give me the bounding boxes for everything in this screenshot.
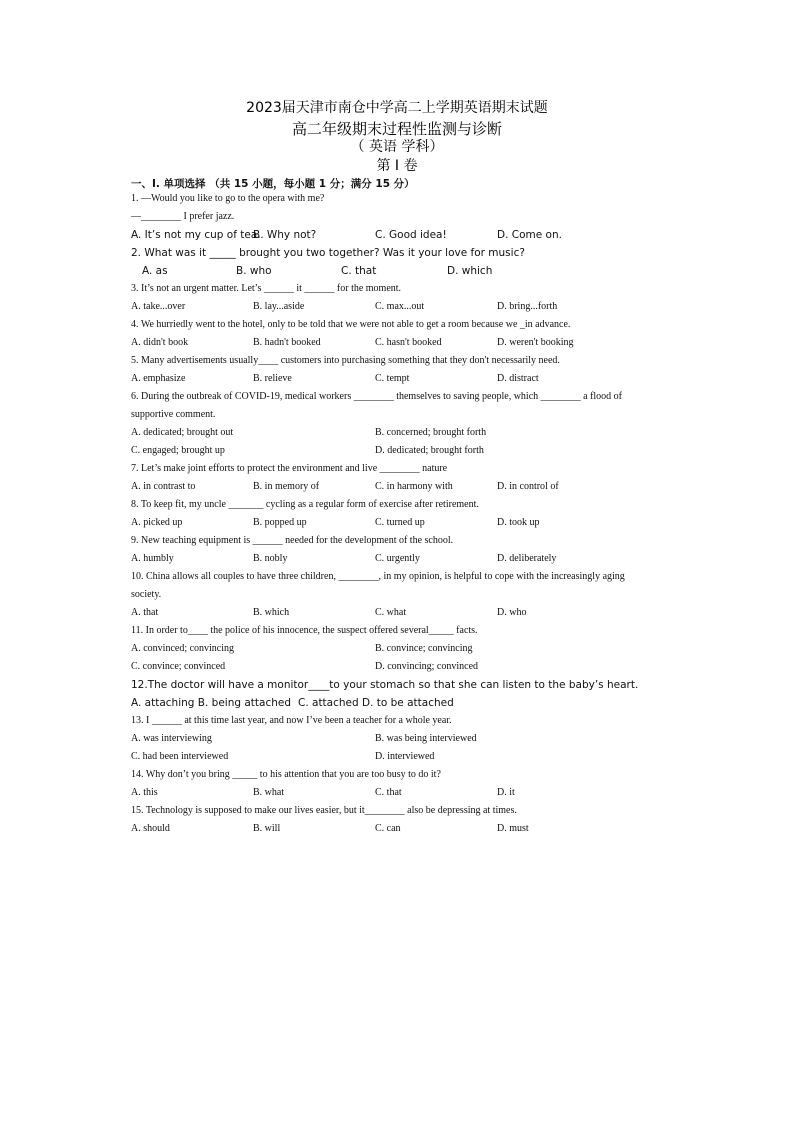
- question-3-option-c[interactable]: C. max...out: [375, 301, 425, 312]
- question-4-option-b[interactable]: B. hadn't booked: [253, 337, 321, 348]
- question-5-option-d[interactable]: D. distract: [497, 373, 539, 384]
- question-7-stem: 7. Let’s make joint efforts to protect the environment and live ________ nature: [131, 463, 448, 474]
- question-8-option-a[interactable]: A. picked up: [131, 517, 183, 528]
- question-9-option-c[interactable]: C. urgently: [375, 553, 420, 564]
- question-4-stem: 4. We hurriedly went to the hotel, only to be told that we were not able to get a room because we _in advance.: [131, 319, 571, 330]
- question-5-option-c[interactable]: C. tempt: [375, 373, 410, 384]
- question-1-option-b[interactable]: B. Why not?: [253, 229, 317, 241]
- question-4-option-a[interactable]: A. didn't book: [131, 337, 189, 348]
- question-6-option-a[interactable]: A. dedicated; brought out: [131, 427, 234, 438]
- question-13-option-d[interactable]: D. interviewed: [375, 751, 435, 762]
- question-3-option-a[interactable]: A. take...over: [131, 301, 186, 312]
- question-3-option-d[interactable]: D. bring...forth: [497, 301, 558, 312]
- question-11-option-d[interactable]: D. convincing; convinced: [375, 661, 479, 672]
- question-1-option-c[interactable]: C. Good idea!: [375, 229, 447, 241]
- question-15-option-c[interactable]: C. can: [375, 823, 401, 834]
- question-15-option-b[interactable]: B. will: [253, 823, 281, 834]
- question-6-stem-line2: supportive comment.: [131, 409, 216, 420]
- question-12-option-ab[interactable]: A. attaching B. being attached: [131, 697, 292, 709]
- question-10-option-d[interactable]: D. who: [497, 607, 527, 618]
- question-6-stem: 6. During the outbreak of COVID-19, medical workers ________ themselves to saving people, which ________ a flood of: [131, 391, 623, 402]
- question-15-stem: 15. Technology is supposed to make our lives easier, but it________ also be depressing at times.: [131, 805, 517, 816]
- question-8-option-b[interactable]: B. popped up: [253, 517, 307, 528]
- question-12-option-d[interactable]: D. to be attached: [362, 697, 454, 709]
- question-9-stem: 9. New teaching equipment is ______ needed for the development of the school.: [131, 535, 454, 546]
- question-2-stem: 2. What was it _____ brought you two together? Was it your love for music?: [131, 247, 525, 259]
- question-8-stem: 8. To keep fit, my uncle _______ cycling as a regular form of exercise after retirement.: [131, 499, 479, 510]
- question-5-option-b[interactable]: B. relieve: [253, 373, 292, 384]
- question-14-option-d[interactable]: D. it: [497, 787, 515, 798]
- question-14-option-a[interactable]: A. this: [131, 787, 158, 798]
- exam-title: 2023届天津市南仓中学高二上学期英语期末试题: [246, 100, 548, 116]
- question-5-stem: 5. Many advertisements usually____ customers into purchasing something that they don't necessarily need.: [131, 355, 560, 366]
- question-13-option-c[interactable]: C. had been interviewed: [131, 751, 229, 762]
- question-8-option-d[interactable]: D. took up: [497, 517, 540, 528]
- question-4-option-c[interactable]: C. hasn't booked: [375, 337, 442, 348]
- question-1-stem: 1. —Would you like to go to the opera with me?: [131, 193, 325, 204]
- question-10-stem-line2: society.: [131, 589, 162, 600]
- question-3-stem: 3. It’s not an urgent matter. Let’s ______ it ______ for the moment.: [131, 283, 402, 294]
- question-10-option-c[interactable]: C. what: [375, 607, 407, 618]
- question-11-stem: 11. In order to____ the police of his innocence, the suspect offered several_____ facts.: [131, 625, 478, 636]
- question-1-option-d[interactable]: D. Come on.: [497, 229, 562, 241]
- question-7-option-b[interactable]: B. in memory of: [253, 481, 320, 492]
- question-7-option-d[interactable]: D. in control of: [497, 481, 559, 492]
- question-9-option-b[interactable]: B. nobly: [253, 553, 288, 564]
- question-7-option-a[interactable]: A. in contrast to: [131, 481, 196, 492]
- question-10-option-b[interactable]: B. which: [253, 607, 290, 618]
- question-6-option-d[interactable]: D. dedicated; brought forth: [375, 445, 484, 456]
- question-2-option-b[interactable]: B. who: [236, 265, 272, 277]
- question-10-stem: 10. China allows all couples to have three children, ________, in my opinion, is helpful to cope with the increasingly aging: [131, 571, 625, 582]
- question-12-stem: 12.The doctor will have a monitor____to your stomach so that she can listen to the baby’s heart.: [131, 679, 639, 691]
- question-2-option-d[interactable]: D. which: [447, 265, 493, 277]
- question-3-option-b[interactable]: B. lay...aside: [253, 301, 305, 312]
- question-10-option-a[interactable]: A. that: [131, 607, 159, 618]
- question-5-option-a[interactable]: A. emphasize: [131, 373, 186, 384]
- question-12-option-c[interactable]: C. attached: [298, 697, 359, 709]
- question-13-stem: 13. I ______ at this time last year, and now I’ve been a teacher for a whole year.: [131, 715, 452, 726]
- question-1-option-a[interactable]: A. It’s not my cup of tea.: [131, 229, 261, 241]
- question-14-option-c[interactable]: C. that: [375, 787, 402, 798]
- question-4-option-d[interactable]: D. weren't booking: [497, 337, 574, 348]
- question-13-option-b[interactable]: B. was being interviewed: [375, 733, 477, 744]
- question-14-stem: 14. Why don’t you bring _____ to his attention that you are too busy to do it?: [131, 769, 441, 780]
- section-heading: 一、I. 单项选择 （共 15 小题，每小题 1 分；满分 15 分）: [131, 178, 415, 190]
- exam-subtitle: 高二年级期末过程性监测与诊断: [291, 120, 502, 138]
- question-11-option-c[interactable]: C. convince; convinced: [131, 661, 226, 672]
- question-14-option-b[interactable]: B. what: [253, 787, 285, 798]
- question-2-option-a[interactable]: A. as: [142, 265, 168, 277]
- question-6-option-b[interactable]: B. concerned; brought forth: [375, 427, 487, 438]
- question-15-option-d[interactable]: D. must: [497, 823, 529, 834]
- question-2-option-c[interactable]: C. that: [341, 265, 377, 277]
- question-13-option-a[interactable]: A. was interviewing: [131, 733, 212, 744]
- question-11-option-a[interactable]: A. convinced; convincing: [131, 643, 235, 654]
- question-9-option-d[interactable]: D. deliberately: [497, 553, 557, 564]
- question-6-option-c[interactable]: C. engaged; brought up: [131, 445, 225, 456]
- question-11-option-b[interactable]: B. convince; convincing: [375, 643, 473, 654]
- exam-volume: 第 Ⅰ 卷: [376, 158, 418, 174]
- question-1-stem-line2: —________ I prefer jazz.: [131, 211, 235, 222]
- question-8-option-c[interactable]: C. turned up: [375, 517, 425, 528]
- question-15-option-a[interactable]: A. should: [131, 823, 170, 834]
- question-7-option-c[interactable]: C. in harmony with: [375, 481, 453, 492]
- question-9-option-a[interactable]: A. humbly: [131, 553, 174, 564]
- exam-subject: （ 英语 学科）: [350, 139, 444, 155]
